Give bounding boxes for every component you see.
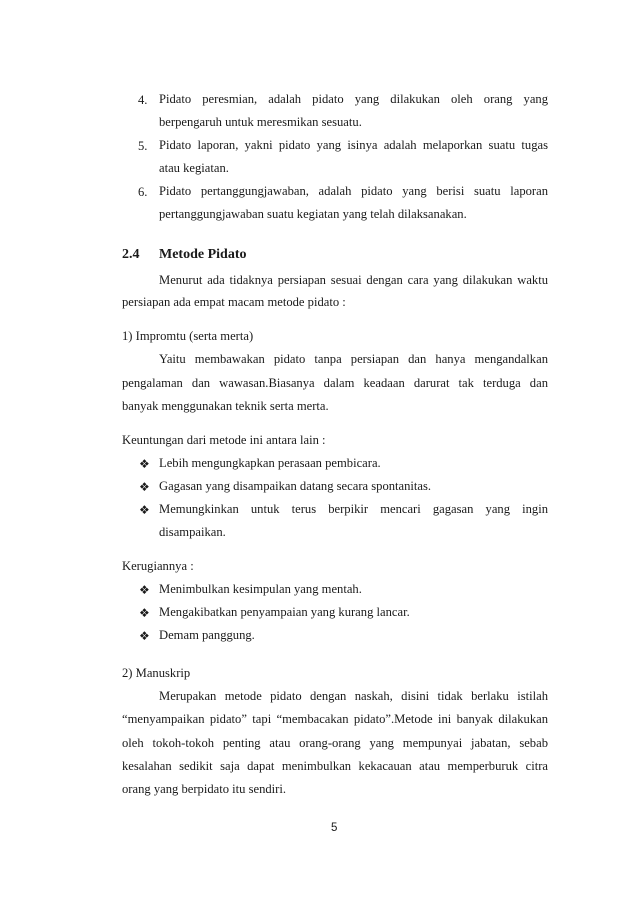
item-5-text: Pidato laporan, yakni pidato yang isinya adalah melaporkan suatu tugas — [159, 138, 548, 152]
disadvantage-item-3: Demam panggung. — [159, 628, 255, 642]
advantage-item-3-cont: disampaikan. — [159, 525, 226, 539]
section-title: Metode Pidato — [159, 247, 247, 262]
method-2-line-2: “menyampaikan pidato” tapi “membacakan pidato”.Metode ini banyak dilakukan — [122, 712, 548, 726]
item-5-number: 5. — [138, 139, 148, 153]
section-number: 2.4 — [122, 247, 140, 262]
intro-line-1: Menurut ada tidaknya persiapan sesuai dengan cara yang dilakukan waktu — [159, 273, 548, 287]
item-4-number: 4. — [138, 93, 148, 107]
disadvantages-heading: Kerugiannya : — [122, 559, 194, 573]
diamond-bullet-icon: ❖ — [139, 629, 150, 643]
intro-line-2: persiapan ada empat macam metode pidato : — [122, 295, 346, 309]
diamond-bullet-icon: ❖ — [139, 503, 150, 517]
diamond-bullet-icon: ❖ — [139, 583, 150, 597]
page-number: 5 — [331, 822, 338, 834]
item-6-text-cont: pertanggungjawaban suatu kegiatan yang telah dilaksanakan. — [159, 207, 467, 221]
method-2-title: 2) Manuskrip — [122, 666, 191, 680]
advantage-item-2: Gagasan yang disampaikan datang secara spontanitas. — [159, 479, 432, 493]
method-1-title: 1) Impromtu (serta merta) — [122, 329, 254, 343]
method-2-line-3: oleh tokoh-tokoh penting atau orang-orang yang mempunyai jabatan, sebab — [122, 736, 548, 750]
item-5-text-cont: atau kegiatan. — [159, 161, 229, 175]
item-4-text-cont: berpengaruh untuk meresmikan sesuatu. — [159, 115, 362, 129]
diamond-bullet-icon: ❖ — [139, 606, 150, 620]
method-2-line-5: orang yang berpidato itu sendiri. — [122, 782, 287, 796]
item-6-text: Pidato pertanggungjawaban, adalah pidato yang berisi suatu laporan — [159, 184, 548, 198]
method-1-line-3: banyak menggunakan teknik serta merta. — [122, 399, 329, 413]
method-2-line-1: Merupakan metode pidato dengan naskah, disini tidak berlaku istilah — [159, 689, 548, 703]
advantage-item-3: Memungkinkan untuk terus berpikir mencari gagasan yang ingin — [159, 502, 548, 516]
disadvantage-item-1: Menimbulkan kesimpulan yang mentah. — [159, 582, 362, 596]
disadvantage-item-2: Mengakibatkan penyampaian yang kurang lancar. — [159, 605, 410, 619]
advantage-item-1: Lebih mengungkapkan perasaan pembicara. — [159, 456, 381, 470]
item-6-number: 6. — [138, 185, 148, 199]
advantages-heading: Keuntungan dari metode ini antara lain : — [122, 433, 326, 447]
method-2-line-4: kesalahan sedikit saja dapat menimbulkan kekacauan atau memperburuk citra — [122, 759, 548, 773]
method-1-line-2: pengalaman dan wawasan.Biasanya dalam keadaan darurat tak terduga dan — [122, 376, 548, 390]
item-4-text: Pidato peresmian, adalah pidato yang dilakukan oleh orang yang — [159, 92, 548, 106]
diamond-bullet-icon: ❖ — [139, 480, 150, 494]
method-1-line-1: Yaitu membawakan pidato tanpa persiapan dan hanya mengandalkan — [159, 352, 548, 366]
diamond-bullet-icon: ❖ — [139, 457, 150, 471]
